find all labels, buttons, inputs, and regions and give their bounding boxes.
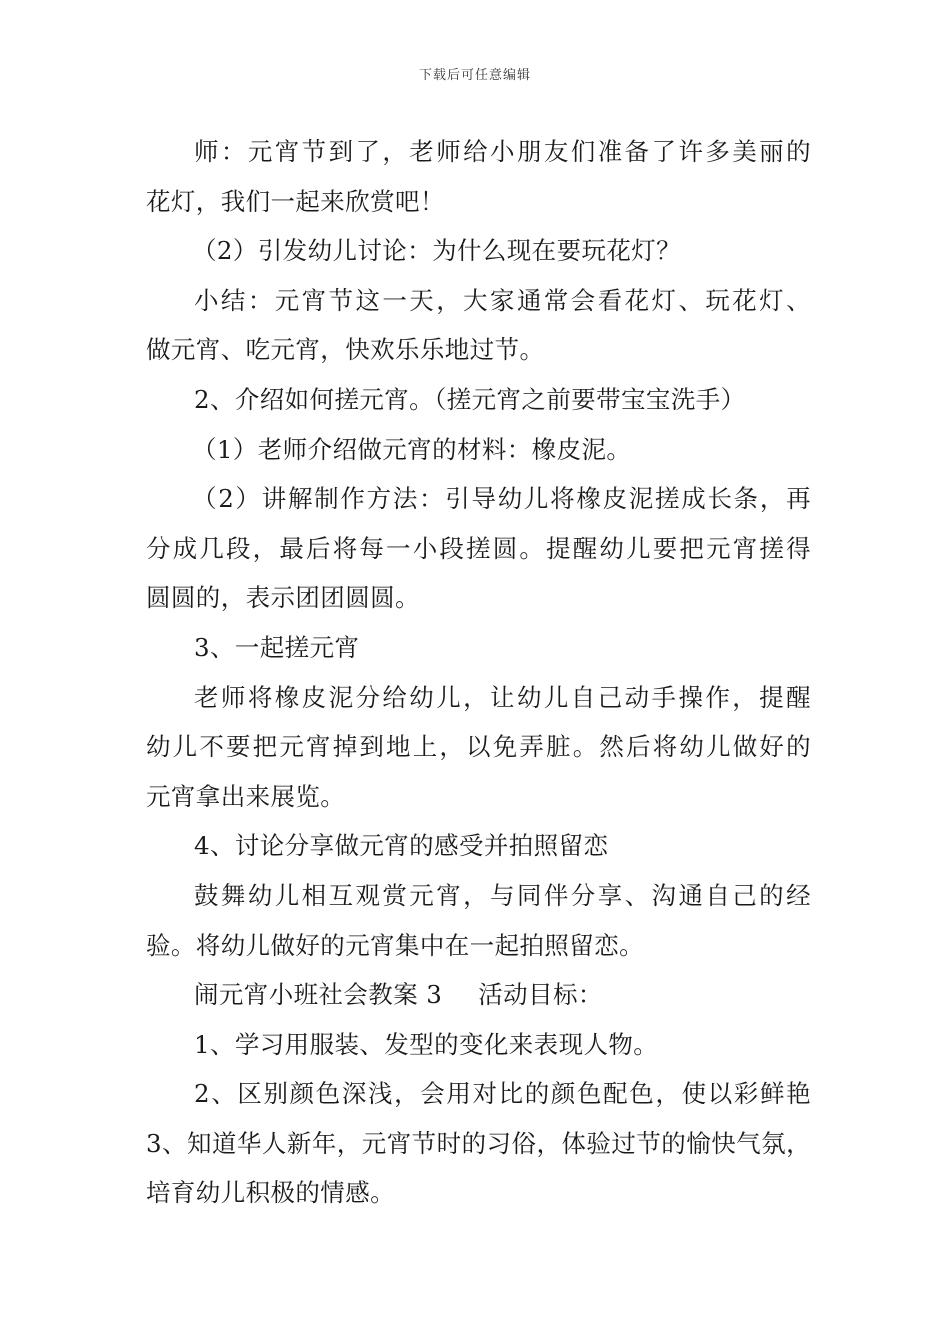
goal-item: 培育幼儿积极的情感。 [146, 1178, 395, 1208]
paragraph-line: 验。将幼儿做好的元宵集中在一起拍照留恋。 [146, 930, 644, 960]
activity-goals-label: 活动目标： [478, 980, 603, 1010]
paragraph-line: 小结：元宵节这一天，大家通常会看花灯、玩花灯、 [194, 285, 811, 315]
lesson-title: 闹元宵小班社会教案 3 [194, 980, 443, 1010]
paragraph-line: 师：元宵节到了，老师给小朋友们准备了许多美丽的 [194, 137, 811, 166]
paragraph-line: （2）讲解制作方法：引导幼儿将橡皮泥搓成长条，再 [192, 484, 811, 514]
paragraph-line: 老师将橡皮泥分给幼儿，让幼儿自己动手操作，提醒 [194, 682, 811, 712]
paragraph-line: 2、介绍如何搓元宵。（搓元宵之前要带宝宝洗手） [194, 384, 746, 414]
paragraph-line: （1）老师介绍做元宵的材料：橡皮泥。 [192, 434, 632, 464]
section-heading: 3、一起搓元宵 [194, 632, 360, 662]
paragraph-line: 幼儿不要把元宵掉到地上，以免弄脏。然后将幼儿做好的 [146, 732, 811, 762]
goal-item: 1、学习用服装、发型的变化来表现人物。 [194, 1029, 659, 1059]
page-header-note: 下载后可任意编辑 [418, 68, 531, 83]
document-body [146, 127, 811, 1218]
goal-item: 3、知道华人新年，元宵节时的习俗，体验过节的愉快气氛， [146, 1128, 811, 1158]
paragraph-line: 鼓舞幼儿相互观赏元宵，与同伴分享、沟通自己的经 [194, 880, 811, 910]
paragraph-line: 做元宵、吃元宵，快欢乐乐地过节。 [146, 335, 545, 365]
goal-item: 2、区别颜色深浅，会用对比的颜色配色，使以彩鲜艳 [194, 1079, 811, 1109]
paragraph-line: 分成几段，最后将每一小段搓圆。提醒幼儿要把元宵搓得 [146, 533, 811, 563]
paragraph-line: （2）引发幼儿讨论：为什么现在要玩花灯？ [192, 236, 682, 266]
paragraph-line: 圆圆的，表示团团圆圆。 [146, 583, 420, 613]
section-heading: 4、讨论分享做元宵的感受并拍照留恋 [194, 831, 609, 861]
paragraph-line: 花灯，我们一起来欣赏吧！ [146, 186, 445, 216]
paragraph-line: 元宵拿出来展览。 [146, 781, 346, 811]
lesson-title-line [146, 970, 811, 1020]
